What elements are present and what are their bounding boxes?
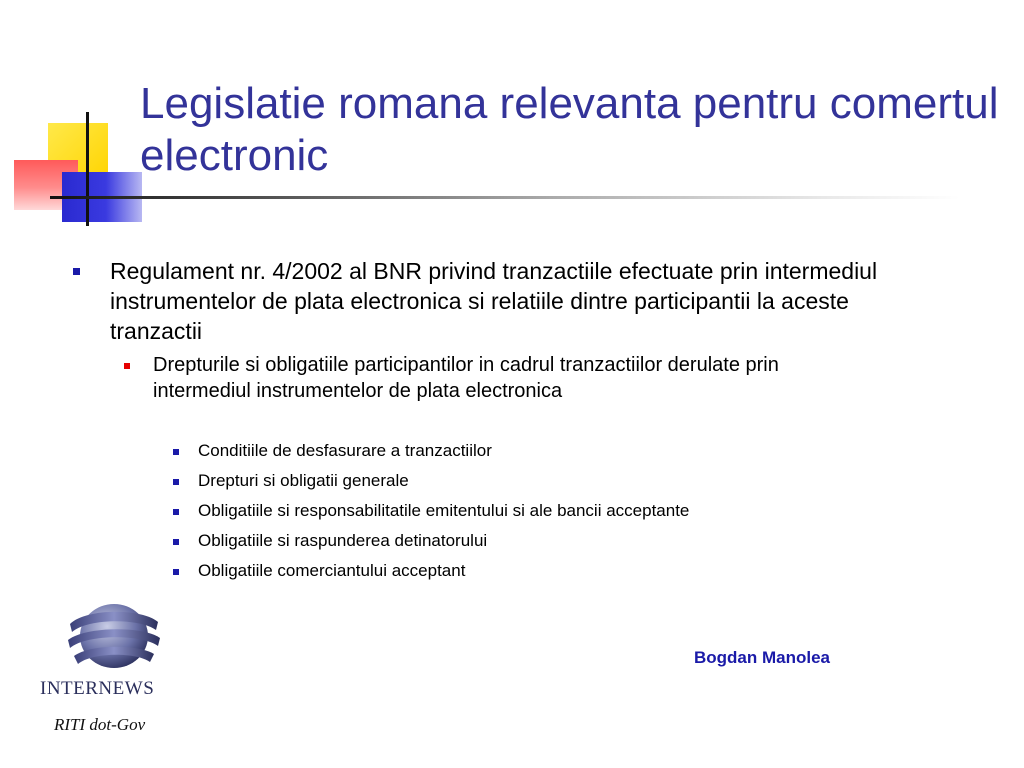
bullet-level1-icon xyxy=(73,268,80,275)
bullet-level3-icon xyxy=(173,479,179,485)
globe-icon xyxy=(66,600,162,672)
logo-subtitle: RITI dot-Gov xyxy=(54,715,146,734)
bullet-level2-icon xyxy=(124,363,130,369)
bullet-level2-text: Drepturile si obligatiile participantilor in cadrul tranzactiilor derulate prin intermediul instrumentelor de plata electronica xyxy=(153,354,779,402)
bullet-level3-icon xyxy=(173,569,179,575)
bullet-level3-text: Obligatiile si raspunderea detinatorului xyxy=(198,531,488,550)
bullet-level3-text: Obligatiile si responsabilitatile emitentului si ale bancii acceptante xyxy=(198,501,690,520)
bullet-level3-icon xyxy=(173,539,179,545)
author-name: Bogdan Manolea xyxy=(694,648,831,667)
decoration-vertical-line xyxy=(86,112,89,226)
bullet-level3-text: Conditiile de desfasurare a tranzactiilor xyxy=(198,441,492,460)
bullet-level3-text: Drepturi si obligatii generale xyxy=(198,471,409,490)
slide-title: Legislatie romana relevanta pentru comertul electronic xyxy=(140,79,999,180)
corner-decoration xyxy=(0,0,160,240)
bullet-level3-text: Obligatiile comerciantului acceptant xyxy=(198,561,466,580)
bullet-level3-icon xyxy=(173,509,179,515)
logo-name: INTERNEWS xyxy=(40,678,155,699)
bullet-level1-text: Regulament nr. 4/2002 al BNR privind tranzactiile efectuate prin intermediul instrumentelor de plata electronica si relatiile dintre participantii la aceste tranzactii xyxy=(110,258,878,344)
bullet-level3-icon xyxy=(173,449,179,455)
title-divider xyxy=(50,196,960,199)
